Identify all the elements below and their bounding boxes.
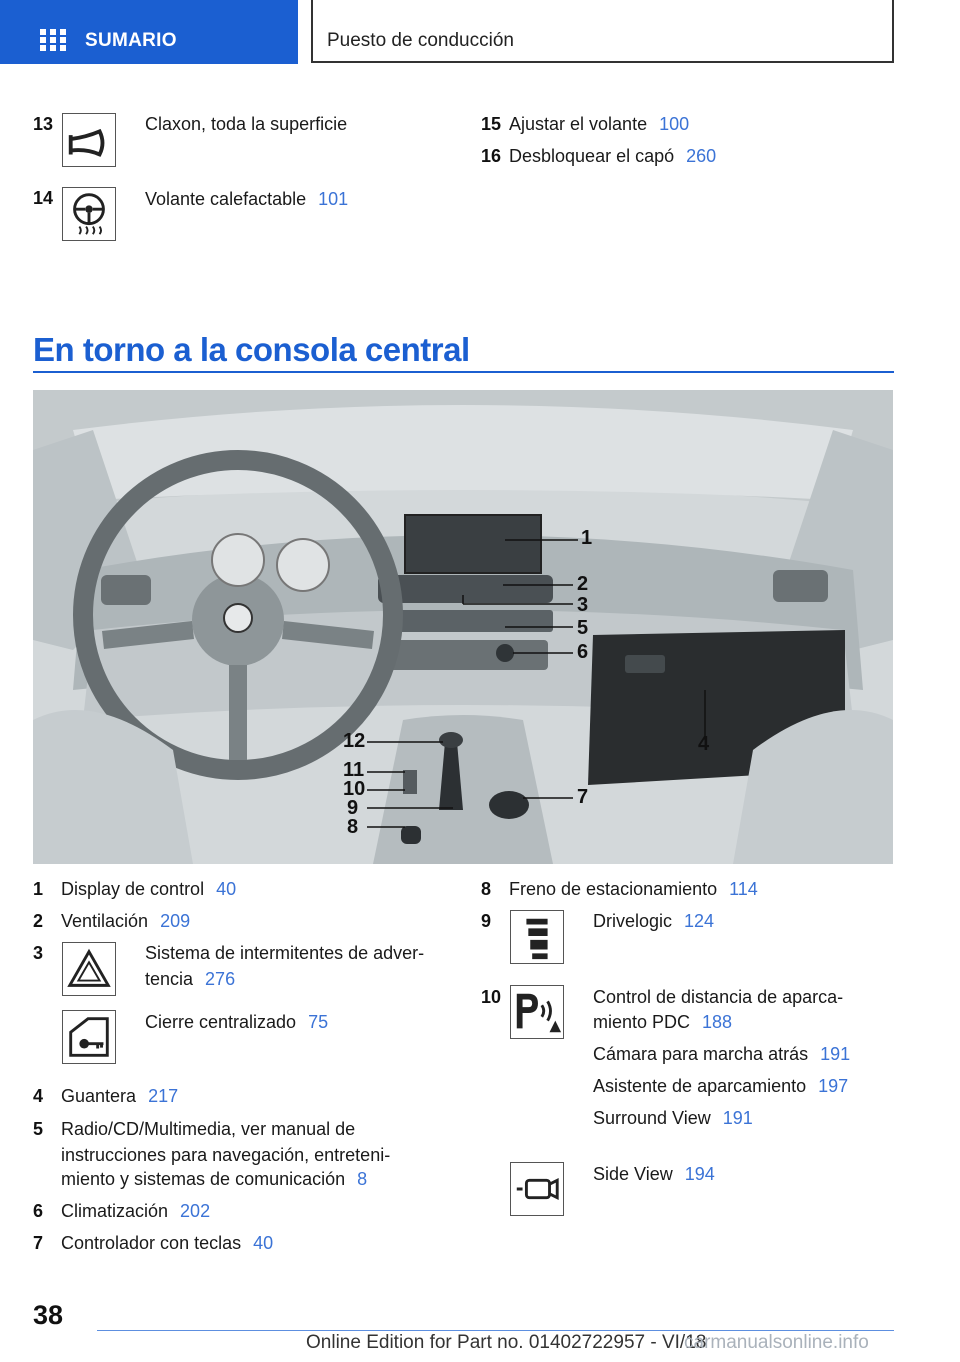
page-ref-link[interactable]: 217 — [148, 1086, 179, 1106]
figure-callout: 3 — [577, 594, 589, 616]
dashboard-drawing — [33, 390, 893, 864]
watermark: carmanualsonline.info — [684, 1332, 869, 1353]
item-number: 13 — [33, 114, 54, 134]
figure-callout: 4 — [698, 733, 710, 755]
item-label: Display de control — [61, 879, 205, 899]
item-number: 14 — [33, 188, 54, 208]
section-title: En torno a la consola central — [33, 331, 470, 368]
page-ref-link[interactable]: 194 — [684, 1164, 715, 1184]
page-ref-link[interactable]: 40 — [253, 1233, 274, 1253]
item-label: instrucciones para navegación, entreteni- — [61, 1145, 391, 1165]
page-ref-link[interactable]: 202 — [180, 1201, 211, 1221]
page-ref-link[interactable]: 191 — [722, 1108, 753, 1128]
figure-callout: 10 — [343, 778, 366, 800]
page-ref-link[interactable]: 188 — [702, 1012, 733, 1032]
sumario-tab[interactable] — [0, 0, 298, 64]
page-number: 38 — [33, 1300, 64, 1330]
item-label: Controlador con teclas — [61, 1233, 242, 1253]
item-number: 10 — [481, 987, 502, 1007]
item-label: Cierre centralizado — [145, 1012, 297, 1032]
item-number: 15 — [481, 114, 502, 134]
figure-callout: 9 — [347, 797, 359, 819]
item-number: 8 — [481, 879, 492, 899]
item-number: 5 — [33, 1119, 44, 1139]
horn-icon — [62, 113, 116, 167]
figure-callout: 8 — [347, 816, 359, 838]
item-label: Asistente de aparcamiento — [593, 1076, 807, 1096]
page-ref-link[interactable]: 209 — [160, 911, 191, 931]
page-ref-link[interactable]: 197 — [818, 1076, 849, 1096]
figure-callout: 7 — [577, 786, 589, 808]
figure-callout: 5 — [577, 617, 589, 639]
item-label: Sistema de intermitentes de adver- — [145, 943, 425, 963]
item-label: Surround View — [593, 1108, 711, 1128]
item-label: Desbloquear el capó — [509, 146, 675, 166]
item-number: 4 — [33, 1086, 44, 1106]
item-label: Guantera — [61, 1086, 137, 1106]
figure-callout: 2 — [577, 573, 589, 595]
item-label: Control de distancia de aparca- — [593, 987, 844, 1007]
page-ref-link[interactable]: 124 — [684, 911, 715, 931]
central-locking-icon — [62, 1010, 116, 1064]
item-label: Claxon, toda la superficie — [145, 114, 348, 134]
item-label: Cámara para marcha atrás — [593, 1044, 809, 1064]
park-distance-control-icon — [510, 985, 564, 1039]
item-label: Freno de estacionamiento — [509, 879, 718, 899]
item-label: Volante calefactable — [145, 189, 307, 209]
item-number: 3 — [33, 943, 44, 963]
figure-callout: 11 — [343, 759, 365, 781]
page-ref-link[interactable]: 114 — [729, 879, 758, 899]
page-ref-link[interactable]: 75 — [308, 1012, 329, 1032]
page-ref-link[interactable]: 101 — [318, 189, 349, 209]
page-ref-link[interactable]: 40 — [216, 879, 237, 899]
drivelogic-icon — [510, 910, 564, 964]
dashboard-illustration — [33, 390, 893, 864]
sumario-label: SUMARIO — [85, 30, 177, 51]
item-label: Side View — [593, 1164, 673, 1184]
chapter-header — [311, 0, 894, 63]
item-label: Ventilación — [61, 911, 149, 931]
side-view-camera-icon — [510, 1162, 564, 1216]
item-number: 1 — [33, 879, 44, 899]
page-ref-link[interactable]: 191 — [820, 1044, 851, 1064]
footer-divider — [97, 1330, 894, 1331]
hazard-warning-icon — [62, 942, 116, 996]
chapter-title: Puesto de conducción — [327, 30, 514, 51]
figure-callout: 6 — [577, 641, 589, 663]
section-divider — [33, 371, 894, 373]
page-ref-link[interactable]: 260 — [686, 146, 717, 166]
item-number: 7 — [33, 1233, 44, 1253]
heated-steering-wheel-icon — [62, 187, 116, 241]
item-label: miento PDC — [593, 1012, 691, 1032]
item-label: Climatización — [61, 1201, 169, 1221]
item-label: Ajustar el volante — [509, 114, 648, 134]
item-label: Drivelogic — [593, 911, 673, 931]
figure-callout: 12 — [343, 730, 366, 752]
item-label: miento y sistemas de comunicación — [61, 1169, 346, 1189]
page-ref-link[interactable]: 276 — [205, 969, 236, 989]
item-label: tencia — [145, 969, 194, 989]
item-label: Radio/CD/Multimedia, ver manual de — [61, 1119, 356, 1139]
edition-text: Online Edition for Part no. 01402722957 - VI/18 — [306, 1332, 707, 1353]
item-number: 2 — [33, 911, 44, 931]
figure-callout: 1 — [581, 527, 593, 549]
page-ref-link[interactable]: 100 — [659, 114, 690, 134]
item-number: 6 — [33, 1201, 44, 1221]
grid-menu-icon — [40, 29, 66, 51]
page-ref-link[interactable]: 8 — [357, 1169, 368, 1189]
item-number: 9 — [481, 911, 492, 931]
item-number: 16 — [481, 146, 502, 166]
